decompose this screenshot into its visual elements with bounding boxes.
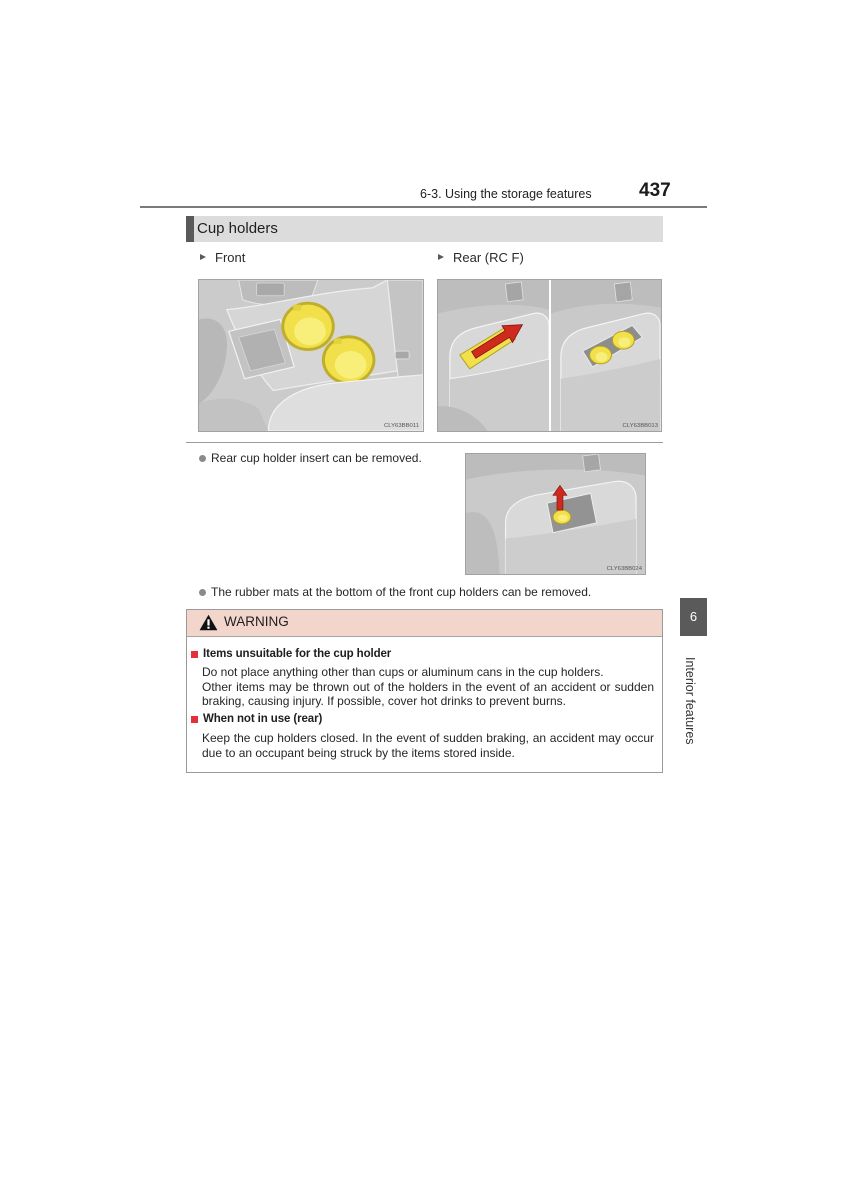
page-number: 437 bbox=[639, 180, 671, 201]
cup-holder-insert-inner bbox=[558, 514, 568, 521]
warning-triangle-icon bbox=[199, 614, 218, 631]
cup-holder-tab bbox=[293, 305, 301, 311]
seat-latch bbox=[583, 454, 601, 472]
chapter-tab bbox=[680, 598, 707, 636]
rear-cup-holder-illustration bbox=[438, 280, 661, 431]
front-cup-holder-illustration bbox=[199, 280, 423, 431]
seat-latch bbox=[614, 282, 632, 302]
rear-cup-holder-inner bbox=[618, 337, 630, 347]
section-heading-bar bbox=[186, 216, 663, 242]
header-rule bbox=[140, 206, 707, 208]
console-button bbox=[395, 351, 409, 359]
rear-armrest-closed-panel bbox=[438, 280, 549, 431]
warning-paragraph: Do not place anything other than cups or aluminum cans in the cup holders. bbox=[202, 665, 604, 679]
warning-title: WARNING bbox=[224, 614, 289, 629]
bullet-dot-icon bbox=[199, 455, 206, 462]
front-cup-holder-figure bbox=[198, 279, 424, 432]
front-cup-holder-lower bbox=[322, 335, 376, 384]
chapter-title-vertical: Interior features bbox=[683, 657, 697, 745]
running-header-section: 6-3. Using the storage features bbox=[420, 187, 592, 201]
red-square-icon bbox=[191, 651, 198, 658]
cup-holder-rubber-mat bbox=[335, 351, 367, 379]
section-divider bbox=[186, 442, 663, 443]
front-cup-holder-upper bbox=[281, 302, 335, 351]
triangle-right-icon bbox=[438, 254, 444, 260]
warning-item-body bbox=[202, 665, 654, 709]
warning-box bbox=[186, 609, 663, 773]
rear-cup-holder-figure bbox=[437, 279, 662, 432]
warning-header bbox=[187, 610, 662, 637]
warning-exclamation-dot bbox=[207, 627, 209, 629]
warning-paragraph: Keep the cup holders closed. In the event of sudden braking, an accident may occur due to an occupant being struck by the items stored inside. bbox=[202, 731, 654, 760]
warning-item-heading: Items unsuitable for the cup holder bbox=[203, 648, 392, 660]
note-text: Rear cup holder insert can be removed. bbox=[211, 451, 422, 465]
figure-label-rear: Rear (RC F) bbox=[453, 250, 524, 265]
shifter-base bbox=[256, 283, 284, 296]
insert-removal-illustration bbox=[466, 454, 645, 574]
panel-divider bbox=[549, 280, 551, 431]
warning-exclamation-bar bbox=[207, 619, 209, 625]
seat-latch bbox=[505, 282, 523, 302]
rear-cup-holder-inner bbox=[596, 352, 608, 362]
note-text: The rubber mats at the bottom of the front cup holders can be removed. bbox=[211, 585, 592, 599]
figure-code: CLY63BB011 bbox=[383, 423, 420, 430]
figure-code: CLY63BB013 bbox=[622, 423, 659, 430]
section-title: Cup holders bbox=[197, 220, 278, 237]
warning-item-body bbox=[202, 731, 654, 760]
rear-armrest-open-panel bbox=[551, 280, 661, 431]
warning-item-heading: When not in use (rear) bbox=[203, 713, 323, 725]
cup-holder-rubber-mat bbox=[294, 318, 326, 346]
bullet-dot-icon bbox=[199, 589, 206, 596]
red-square-icon bbox=[191, 716, 198, 723]
cup-holder-tab bbox=[334, 338, 342, 344]
figure-code: CLY63BB024 bbox=[606, 566, 643, 573]
chapter-number: 6 bbox=[689, 609, 698, 624]
figure-label-front: Front bbox=[215, 250, 246, 265]
insert-removal-figure bbox=[465, 453, 646, 575]
warning-paragraph: Other items may be thrown out of the holders in the event of an accident or sudden braking, causing injury. If possible, cover hot drinks to prevent burns. bbox=[202, 679, 654, 708]
triangle-right-icon bbox=[200, 254, 206, 260]
